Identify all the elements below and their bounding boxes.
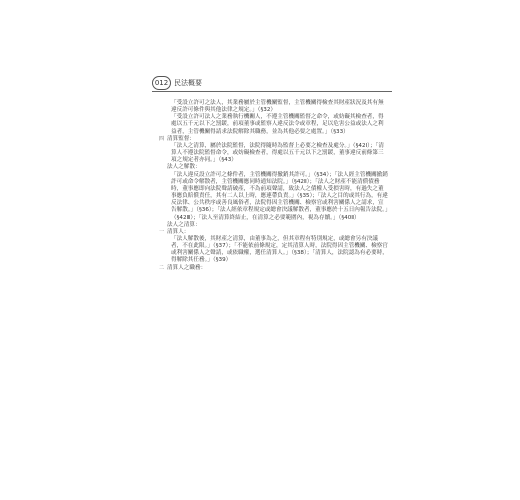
paragraph-text: 法人之解散：: [167, 164, 201, 171]
paragraph-text: 法人之清算：: [167, 221, 201, 228]
section-heading: [159, 136, 389, 143]
paragraph: [159, 114, 389, 135]
paragraph-text: 清算人：: [167, 228, 190, 235]
paragraph: [159, 143, 389, 164]
section-marker: 四: [159, 135, 165, 142]
paragraph-text: 「受設立許可法人之業務執行機關人，不遵主管機關監督之命令，或妨礙其檢查者，得處以五千元以下之罰鍰，前項董事或監察人違反法令或章程，足以危害公益或法人之利益者，主管機關得請求法院解除其職務，並為其他必要之處置。」（§33）: [171, 114, 384, 135]
section-heading: [159, 229, 389, 236]
paragraph: [159, 236, 389, 265]
running-title: 民法概要: [174, 79, 202, 87]
paragraph: [159, 172, 389, 222]
paragraph-text: 「受設立許可之法人，其業務屬於主管機關監督，主管機關得檢查其財產狀況及其有無違反許可條件與其他法律之規定。」（§32）: [171, 100, 384, 114]
page-number-badge: 012: [152, 76, 171, 90]
section-marker: 二: [159, 264, 165, 271]
paragraph-text: 「法人之清算，屬於法院監督，法院得隨時為監督上必要之檢查及處分。」（§42Ⅰ）；「清算人不遵法院監督命令，或妨礙檢查者，得處以五千元以下之罰鍰，董事違反前條第三項之規定者亦同。」（§43）: [171, 142, 384, 164]
section-heading: [159, 164, 389, 171]
paragraph-text: 清算人之職務：: [167, 264, 207, 271]
paragraph-text: 「法人違反設立許可之條件者，主管機關得撤銷其許可。」（§34）；「法人經主管機關撤銷許可或命令解散者，主管機關應同時通知法院。」（§42Ⅱ）；「法人之財產不能清償債務時，董事應即向法院聲請破產，不為前項聲請，致法人之債權人受損害時，有過失之董事應負賠償責任，其有二人以上時，應連帶負責。」（§35）；「法人之目的或其行為，有違反法律、公共秩序或善良風俗者，法院得因主管機關、檢察官或利害關係人之請求，宣告解散。」（§36）；「法人經依章程規定或總會決議解散者，董事應於十五日內報告法院。」（§42Ⅲ）；「法人至清算終結止，在清算之必要範圍內，視為存續。」（§40Ⅱ）: [171, 171, 388, 221]
paragraph: [159, 100, 389, 114]
header-rule: [152, 91, 392, 92]
paragraph-text: 清算監督：: [167, 135, 195, 142]
section-marker: 一: [159, 228, 165, 235]
section-heading: [159, 265, 389, 272]
body-text: [159, 100, 389, 272]
paragraph-text: 「法人解散後，其財產之清算，由董事為之，但其章程有特別規定，或總會另有決議者，不在此限。」（§37）；「不能依前條規定，定其清算人時，法院得因主管機關、檢察官或利害關係人之聲請，或依職權，選任清算人。」（§38）；「清算人，法院認為有必要時，得解除其任務。」（§39）: [171, 235, 388, 264]
section-heading: [159, 222, 389, 229]
